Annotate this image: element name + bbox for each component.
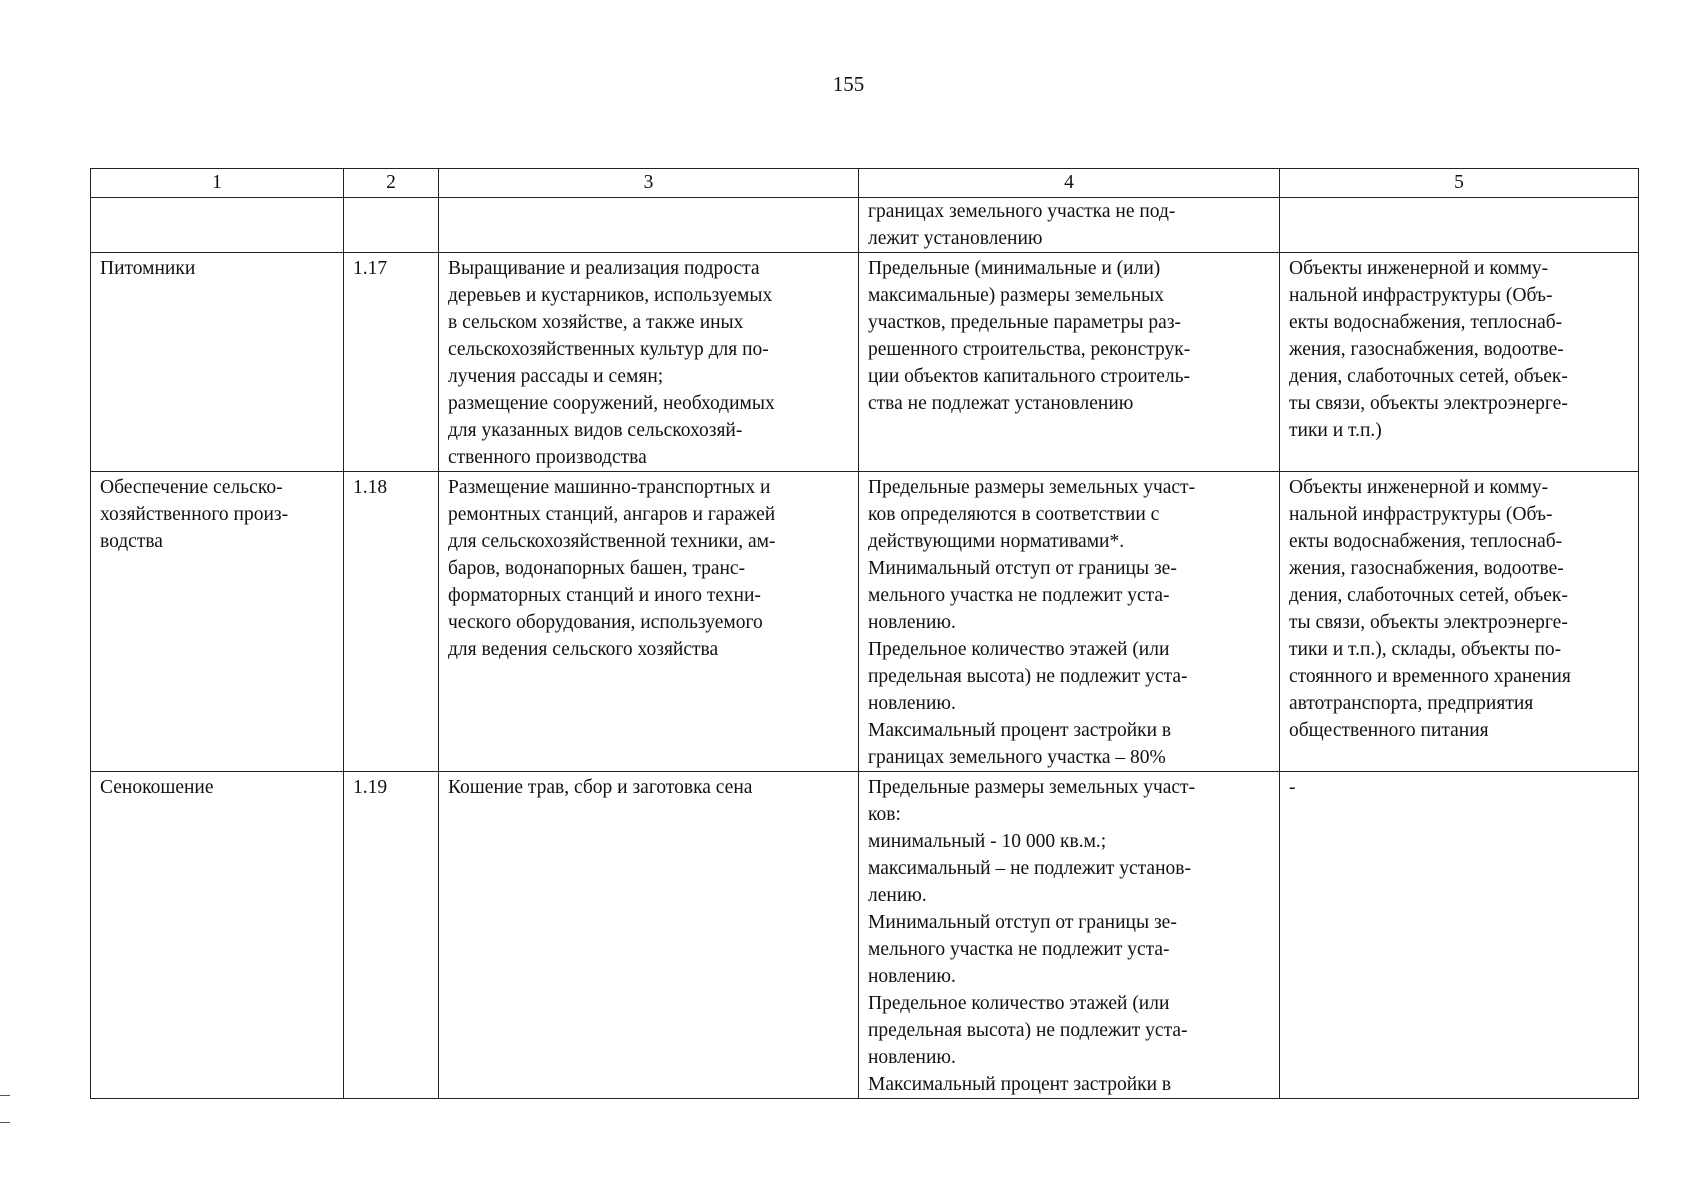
cell-parameters: Предельные размеры земельных участ- ков определяются в соответствии с действующими нормативами*. Минимальный отступ от границы зе- мельного участка не подлежит уста- новлению. Предельное количество этажей (или предельная высота) не подлежит уста- новлению. Максимальный процент застройки в границах земельного участка – 80% — [859, 472, 1280, 772]
column-header-4: 4 — [859, 169, 1280, 198]
cell-name — [91, 198, 344, 253]
cell-description: Размещение машинно-транспортных и ремонтных станций, ангаров и гаражей для сельскохозяйственной техники, ам- баров, водонапорных башен, транс- форматорных станций и иного техни- ческого оборудования, используемого для ведения сельского хозяйства — [439, 472, 859, 772]
cell-parameters: Предельные (минимальные и (или) максимальные) размеры земельных участков, предельные параметры раз- решенного строительства, реконструк- ции объектов капитального строитель- ства не подлежат установлению — [859, 253, 1280, 472]
cell-parameters: Предельные размеры земельных участ- ков: минимальный - 10 000 кв.м.; максимальный – не подлежит установ- лению. Минимальный отступ от границы зе- мельного участка не подлежит уста- новлению. Предельное количество этажей (или предельная высота) не подлежит уста- новлению. Максимальный процент застройки в — [859, 772, 1280, 1099]
cell-code: 1.19 — [344, 772, 439, 1099]
cell-objects: Объекты инженерной и комму- нальной инфраструктуры (Объ- екты водоснабжения, теплоснаб- жения, газоснабжения, водоотве- дения, слаботочных сетей, объек- ты связи, объекты электроэнерге- тики и т.п.), склады, объекты по- стоянного и временного хранения автотранспорта, предприятия общественного питания — [1280, 472, 1639, 772]
cell-description: Кошение трав, сбор и заготовка сена — [439, 772, 859, 1099]
column-header-3: 3 — [439, 169, 859, 198]
scan-margin-mark — [0, 1122, 10, 1123]
cell-objects — [1280, 198, 1639, 253]
cell-name: Сенокошение — [91, 772, 344, 1099]
page-number: 155 — [832, 72, 865, 96]
table-row-1-18 — [91, 472, 1639, 772]
column-header-5: 5 — [1280, 169, 1639, 198]
cell-code — [344, 198, 439, 253]
cell-code: 1.17 — [344, 253, 439, 472]
column-header-2: 2 — [344, 169, 439, 198]
cell-objects: Объекты инженерной и комму- нальной инфраструктуры (Объ- екты водоснабжения, теплоснаб- жения, газоснабжения, водоотве- дения, слаботочных сетей, объек- ты связи, объекты электроэнерге- тики и т.п.) — [1280, 253, 1639, 472]
table-row-1-17 — [91, 253, 1639, 472]
cell-description — [439, 198, 859, 253]
cell-description: Выращивание и реализация подроста деревьев и кустарников, используемых в сельском хозяйстве, а также иных сельскохозяйственных культур для по- лучения рассады и семян; размещение сооружений, необходимых для указанных видов сельскохозяй- ственного производства — [439, 253, 859, 472]
scan-margin-mark — [0, 1095, 10, 1096]
cell-parameters: границах земельного участка не под- лежит установлению — [859, 198, 1280, 253]
table-header-row — [91, 169, 1639, 198]
cell-code: 1.18 — [344, 472, 439, 772]
land-use-regulations-table — [90, 168, 1639, 1099]
cell-name: Питомники — [91, 253, 344, 472]
table-row-1-19 — [91, 772, 1639, 1099]
cell-name: Обеспечение сельско- хозяйственного произ- водства — [91, 472, 344, 772]
table-row-continuation — [91, 198, 1639, 253]
cell-objects: - — [1280, 772, 1639, 1099]
column-header-1: 1 — [91, 169, 344, 198]
